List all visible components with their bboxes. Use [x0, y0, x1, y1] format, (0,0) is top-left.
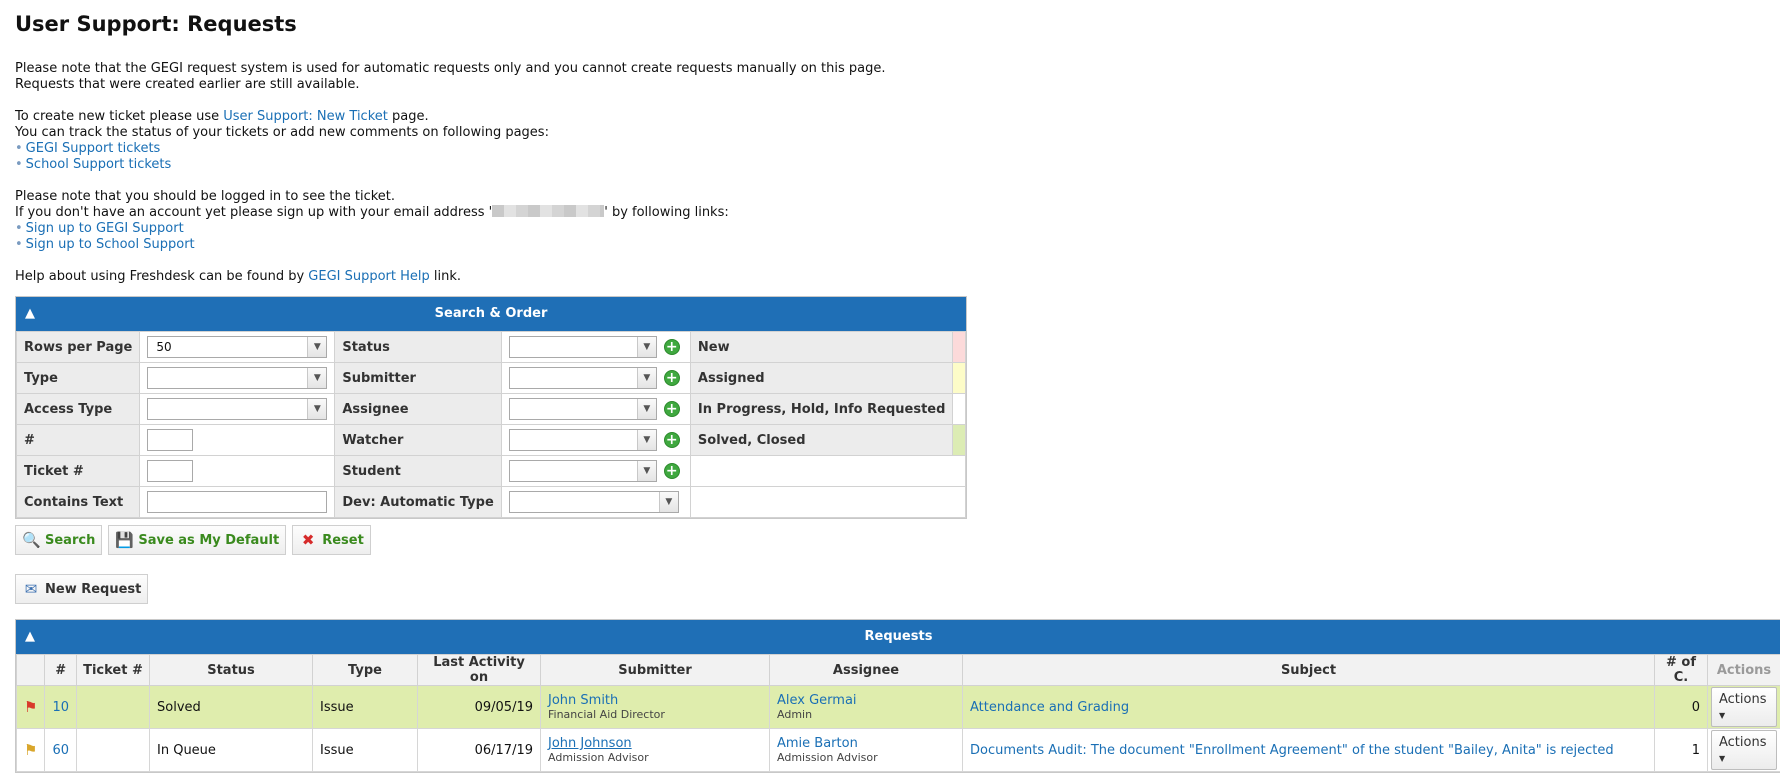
chevron-down-icon: ▼ [637, 337, 656, 357]
submitter-role: Financial Aid Director [548, 708, 762, 721]
search-form [16, 331, 966, 518]
submitter-role: Admission Advisor [548, 751, 762, 764]
access-type-select[interactable] [147, 398, 327, 420]
help-note: Help about using Freshdesk can be found by GEGI Support Help link. [15, 269, 1765, 285]
col-status[interactable]: Status [150, 655, 313, 686]
col-type[interactable]: Type [313, 655, 418, 686]
add-student-icon[interactable]: + [664, 463, 680, 479]
student-select[interactable] [509, 460, 657, 482]
signup-note: If you don't have an account yet please sign up with your email address ' ' by following links: [15, 205, 1765, 221]
new-request-button[interactable]: ✉ New Request [15, 574, 148, 604]
chevron-down-icon: ▼ [637, 430, 656, 450]
subject-link[interactable]: Documents Audit: The document "Enrollment Agreement" of the student "Bailey, Anita" is rejected [970, 743, 1614, 758]
last-activity-cell: 09/05/19 [418, 686, 541, 729]
status-select[interactable] [509, 336, 657, 358]
request-id-link[interactable]: 10 [52, 700, 69, 715]
access-type-label: Access Type [17, 394, 140, 425]
ticket-number-cell [77, 686, 150, 729]
type-cell: Issue [313, 686, 418, 729]
add-assignee-icon[interactable]: + [664, 401, 680, 417]
gegi-support-help-link[interactable]: GEGI Support Help [308, 269, 430, 284]
ticket-number-cell [77, 729, 150, 772]
add-watcher-icon[interactable]: + [664, 432, 680, 448]
dev-automatic-type-select[interactable] [509, 491, 679, 513]
note-line-2: Requests that were created earlier are still available. [15, 77, 1765, 93]
actions-dropdown-button[interactable]: Actions ▼ [1711, 687, 1777, 727]
submitter-label: Submitter [335, 363, 501, 394]
subject-link[interactable]: Attendance and Grading [970, 700, 1129, 715]
flag-icon: ⚑ [24, 741, 37, 759]
comments-count-cell: 0 [1655, 686, 1708, 729]
assignee-role: Admission Advisor [777, 751, 955, 764]
caret-down-icon: ▼ [1719, 711, 1725, 720]
collapse-chevron-icon[interactable]: ▲ [25, 297, 35, 331]
comments-count-cell: 1 [1655, 729, 1708, 772]
legend-label-new: New [690, 332, 952, 363]
assignee-select[interactable] [509, 398, 657, 420]
col-subject[interactable]: Subject [963, 655, 1655, 686]
create-ticket-note: To create new ticket please use User Support: New Ticket page. [15, 109, 1765, 125]
gegi-support-tickets-link[interactable]: GEGI Support tickets [26, 141, 161, 156]
contains-text-label: Contains Text [17, 487, 140, 518]
requests-panel [15, 619, 1780, 773]
red-x-icon: ✖ [299, 531, 317, 549]
search-button[interactable]: 🔍 Search [15, 525, 102, 555]
number-input[interactable] [147, 429, 193, 451]
signup-gegi-link[interactable]: Sign up to GEGI Support [26, 221, 184, 236]
login-note: Please note that you should be logged in to see the ticket. [15, 189, 1765, 205]
school-support-tickets-link[interactable]: School Support tickets [26, 157, 172, 172]
chevron-down-icon: ▼ [307, 399, 326, 419]
last-activity-cell: 06/17/19 [418, 729, 541, 772]
collapse-chevron-icon[interactable]: ▲ [25, 620, 35, 654]
signup-link-item: • Sign up to GEGI Support [15, 221, 1765, 237]
note-line-1: Please note that the GEGI request system is used for automatic requests only and you cannot create requests manually on this page. [15, 61, 1765, 77]
legend-label-solved: Solved, Closed [690, 425, 952, 456]
search-order-header[interactable] [16, 297, 966, 331]
search-order-title: Search & Order [435, 306, 548, 321]
legend-swatch-assigned [953, 363, 966, 394]
masked-email [492, 205, 604, 217]
number-label: # [17, 425, 140, 456]
col-ticket-number[interactable]: Ticket # [77, 655, 150, 686]
chevron-down-icon: ▼ [637, 461, 656, 481]
requests-title: Requests [865, 629, 933, 644]
col-submitter[interactable]: Submitter [541, 655, 770, 686]
legend-label-in-progress: In Progress, Hold, Info Requested [690, 394, 952, 425]
watcher-label: Watcher [335, 425, 501, 456]
type-cell: Issue [313, 729, 418, 772]
student-label: Student [335, 456, 501, 487]
chevron-down-icon: ▼ [307, 368, 326, 388]
add-submitter-icon[interactable]: + [664, 370, 680, 386]
watcher-select[interactable] [509, 429, 657, 451]
legend-swatch-in-progress [953, 394, 966, 425]
assignee-role: Admin [777, 708, 955, 721]
status-cell: In Queue [150, 729, 313, 772]
envelope-plus-icon: ✉ [22, 580, 40, 598]
assignee-link[interactable]: Alex Germai [777, 693, 857, 708]
add-status-icon[interactable]: + [664, 339, 680, 355]
type-label: Type [17, 363, 140, 394]
rows-per-page-select[interactable]: 50 ▼ [147, 336, 327, 358]
track-link-item: • School Support tickets [15, 157, 1765, 173]
assignee-link[interactable]: Amie Barton [777, 736, 858, 751]
new-ticket-link[interactable]: User Support: New Ticket [223, 109, 388, 124]
chevron-down-icon: ▼ [637, 399, 656, 419]
requests-table [16, 654, 1780, 772]
floppy-disk-icon: 💾 [115, 531, 133, 549]
status-label: Status [335, 332, 501, 363]
type-select[interactable] [147, 367, 327, 389]
signup-link-item: • Sign up to School Support [15, 237, 1765, 253]
search-order-panel [15, 296, 967, 519]
requests-header[interactable] [16, 620, 1780, 654]
col-number[interactable]: # [45, 655, 77, 686]
chevron-down-icon: ▼ [637, 368, 656, 388]
ticket-number-input[interactable] [147, 460, 193, 482]
track-link-item: • GEGI Support tickets [15, 141, 1765, 157]
submitter-link[interactable]: John Smith [548, 693, 618, 708]
request-id-link[interactable]: 60 [52, 743, 69, 758]
submitter-select[interactable] [509, 367, 657, 389]
legend-label-assigned: Assigned [690, 363, 952, 394]
legend-swatch-solved [953, 425, 966, 456]
actions-dropdown-button[interactable]: Actions ▼ [1711, 730, 1777, 770]
col-assignee[interactable]: Assignee [770, 655, 963, 686]
signup-school-link[interactable]: Sign up to School Support [26, 237, 195, 252]
info-notes [15, 61, 1765, 285]
flag-icon: ⚑ [24, 698, 37, 716]
chevron-down-icon: ▼ [659, 492, 678, 512]
save-default-button[interactable]: 💾 Save as My Default [108, 525, 286, 555]
col-last-activity[interactable]: Last Activity on [418, 655, 541, 686]
assignee-label: Assignee [335, 394, 501, 425]
track-note: You can track the status of your tickets or add new comments on following pages: [15, 125, 1765, 141]
rows-per-page-label: Rows per Page [17, 332, 140, 363]
search-buttons [15, 525, 1765, 555]
caret-down-icon: ▼ [1719, 754, 1725, 763]
legend-swatch-new [953, 332, 966, 363]
table-row [17, 686, 1780, 729]
submitter-link[interactable]: John Johnson [548, 736, 632, 751]
table-row [17, 729, 1780, 772]
ticket-number-label: Ticket # [17, 456, 140, 487]
status-cell: Solved [150, 686, 313, 729]
dev-automatic-type-label: Dev: Automatic Type [335, 487, 501, 518]
reset-button[interactable]: ✖ Reset [292, 525, 371, 555]
chevron-down-icon: ▼ [307, 337, 326, 357]
contains-text-input[interactable] [147, 491, 327, 513]
col-actions: Actions [1708, 655, 1780, 686]
col-comments[interactable]: # of C. [1655, 655, 1708, 686]
magnifier-icon: 🔍 [22, 531, 40, 549]
page-title: User Support: Requests [15, 12, 1765, 36]
